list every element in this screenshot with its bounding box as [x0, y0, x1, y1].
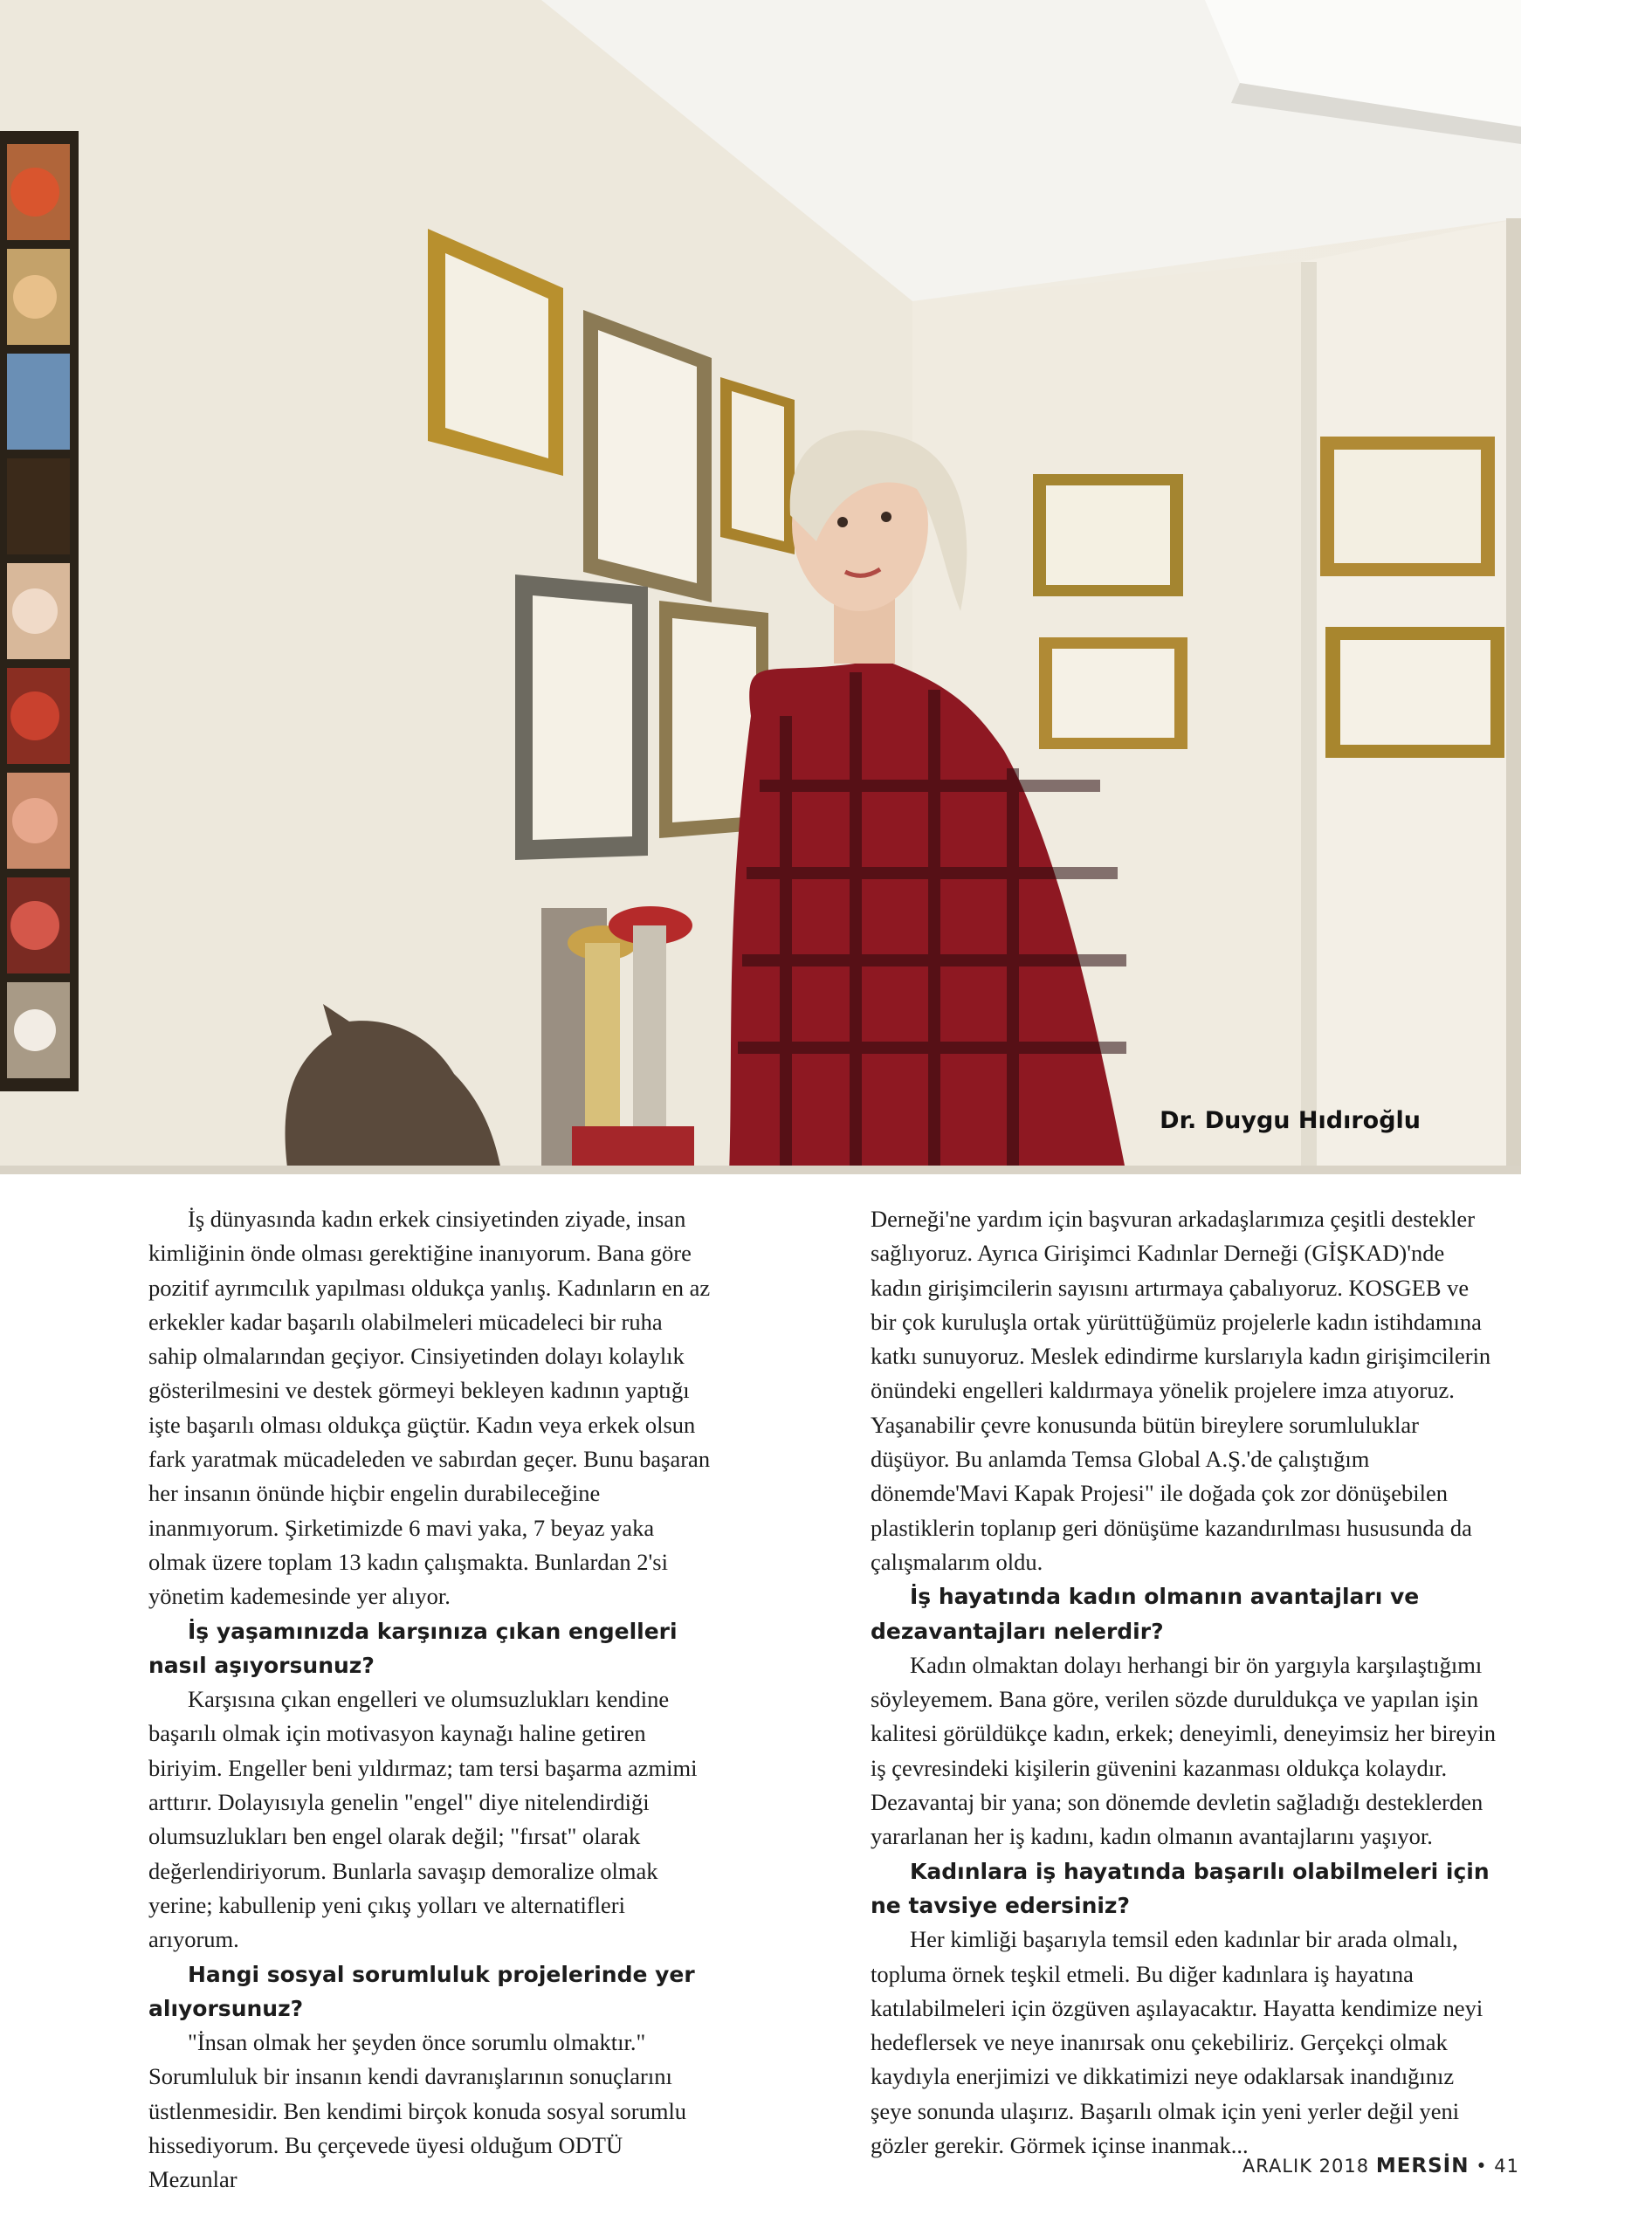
certificate-frame: [1039, 637, 1187, 749]
interview-question: Hangi sosyal sorumluluk projelerinde yer alıyorsunuz?: [148, 1961, 695, 2021]
certificate-frame: [720, 377, 795, 554]
paragraph: Her kimliği başarıyla temsil eden kadınlar bir arada olmalı, topluma örnek teşkil etmeli. Bu diğer kadınlara iş hayatına katılabilmeleri için özgüven aşılayacaktır. Hayatta kendimize neyi hedeflersek ve neye inanırsak onu çekebiliriz. Gerçekçi olmak kaydıyla enerjimizi ve dikkatimizi neye odaklarsak inandığınız şeye sonunda ulaşırız. Başarılı olmak için yeni yerler değil yeni gözler gerekir. Görmek içinse inanmak...: [871, 1926, 1483, 2159]
page-number: 41: [1494, 2156, 1519, 2177]
office-scene-illustration: [0, 0, 1521, 1174]
interview-question: Kadınlara iş hayatında başarılı olabilmeleri için ne tavsiye edersiniz?: [871, 1858, 1490, 1918]
paragraph: İş dünyasında kadın erkek cinsiyetinden ziyade, insan kimliğinin önde olması gerektiğine inanıyorum. Bana göre pozitif ayrımcılık yapılması oldukça yanlış. Kadınların en az erkekler kadar başarılı olabilmeleri mücadeleci bir ruha sahip olmalarından geçiyor. Cinsiyetinden dolayı kolaylık gösterilmesini ve destek görmeyi bekleyen kadının yaptığı işte başarılı olması oldukça güçtür. Kadın veya erkek olsun fark yaratmak mücadeleden ve sabırdan geçer. Bunu başaran her insanın önünde hiçbir engelin durabileceğine inanmıyorum. Şirketimizde 6 mavi yaka, 7 beyaz yaka olmak üzere toplam 13 kadın çalışmakta. Bunlardan 2'si yönetim kademesinde yer alıyor.: [148, 1206, 711, 1610]
article-column-left: [148, 1202, 716, 2198]
photo-caption: Dr. Duygu Hıdıroğlu: [1160, 1107, 1421, 1134]
certificate-frame: [583, 310, 712, 602]
certificate-frame: [515, 574, 648, 860]
paragraph-continued: Derneği'ne yardım için başvuran arkadaşlarımıza çeşitli destekler sağlıyoruz. Ayrıca Girişimci Kadınlar Derneği (GİŞKAD)'nde kadın girişimcilerin sayısını artırmaya çabalıyoruz. KOSGEB ve bir çok kuruluşla ortak yürüttüğümüz projelerle kadın istihdamına katkı sunuyoruz. Meslek edindirme kurslarıyla kadın girişimcilerin önündeki engelleri kaldırmaya yönelik projelere imza atıyoruz. Yaşanabilir çevre konusunda bütün bireylere sorumluluklar düşüyor. Bu anlamda Temsa Global A.Ş.'de çalıştığım dönemde'Mavi Kapak Projesi" ile doğada çok zor dönüşebilen plastiklerin toplanıp geri dönüşüme kazandırılması hususunda da çalışmalarım oldu.: [871, 1206, 1491, 1575]
paragraph: "İnsan olmak her şeyden önce sorumlu olmaktır." Sorumluluk bir insanın kendi davranışlarının sonuçlarını üstlenmesidir. Ben kendimi birçok konuda sosyal sorumlu hissediyorum. Bu çerçevede üyesi olduğum ODTÜ Mezunlar: [148, 2029, 687, 2193]
certificate-frame: [1320, 437, 1495, 576]
article-column-right: [871, 1202, 1499, 2163]
interview-question: İş yaşamınızda karşınıza çıkan engelleri nasıl aşıyorsunuz?: [148, 1618, 678, 1678]
interview-question: İş hayatında kadın olmanın avantajları ve dezavantajları nelerdir?: [871, 1584, 1420, 1644]
certificate-frame: [1033, 474, 1183, 596]
magazine-name: MERSİN: [1375, 2155, 1470, 2177]
paragraph: Karşısına çıkan engelleri ve olumsuzlukları kendine başarılı olmak için motivasyon kaynağı haline getiren biriyim. Engeller beni yıldırmaz; tam tersi başarma azmimi arttırır. Dolayısıyla genelin "engel" diye nitelendirdiği olumsuzlukları ben engel olarak değil; "fırsat" olarak değerlendiriyorum. Bunlarla savaşıp demoralize olmak yerine; kabullenip yeni çıkış yolları ve alternatifleri arıyorum.: [148, 1686, 698, 1953]
footer-separator: •: [1476, 2156, 1488, 2177]
certificate-frame: [1325, 627, 1504, 758]
issue-date: ARALIK 2018: [1242, 2156, 1370, 2177]
page-footer: [1242, 2155, 1519, 2177]
paragraph: Kadın olmaktan dolayı herhangi bir ön yargıyla karşılaştığımı söyleyemem. Bana göre, verilen sözde duruldukça ve yapılan işin kalitesi görüldükçe kadın, erkek; deneyimli, deneyimsiz her bireyin iş çevresindeki kişilerin güvenini kazanması oldukça kolaydır. Dezavantaj bir yana; son dönemde devletin sağladığı desteklerden yararlanan her iş kadını, kadın olmanın avantajlarını yaşıyor.: [871, 1651, 1497, 1850]
article-photo: [0, 0, 1521, 1174]
